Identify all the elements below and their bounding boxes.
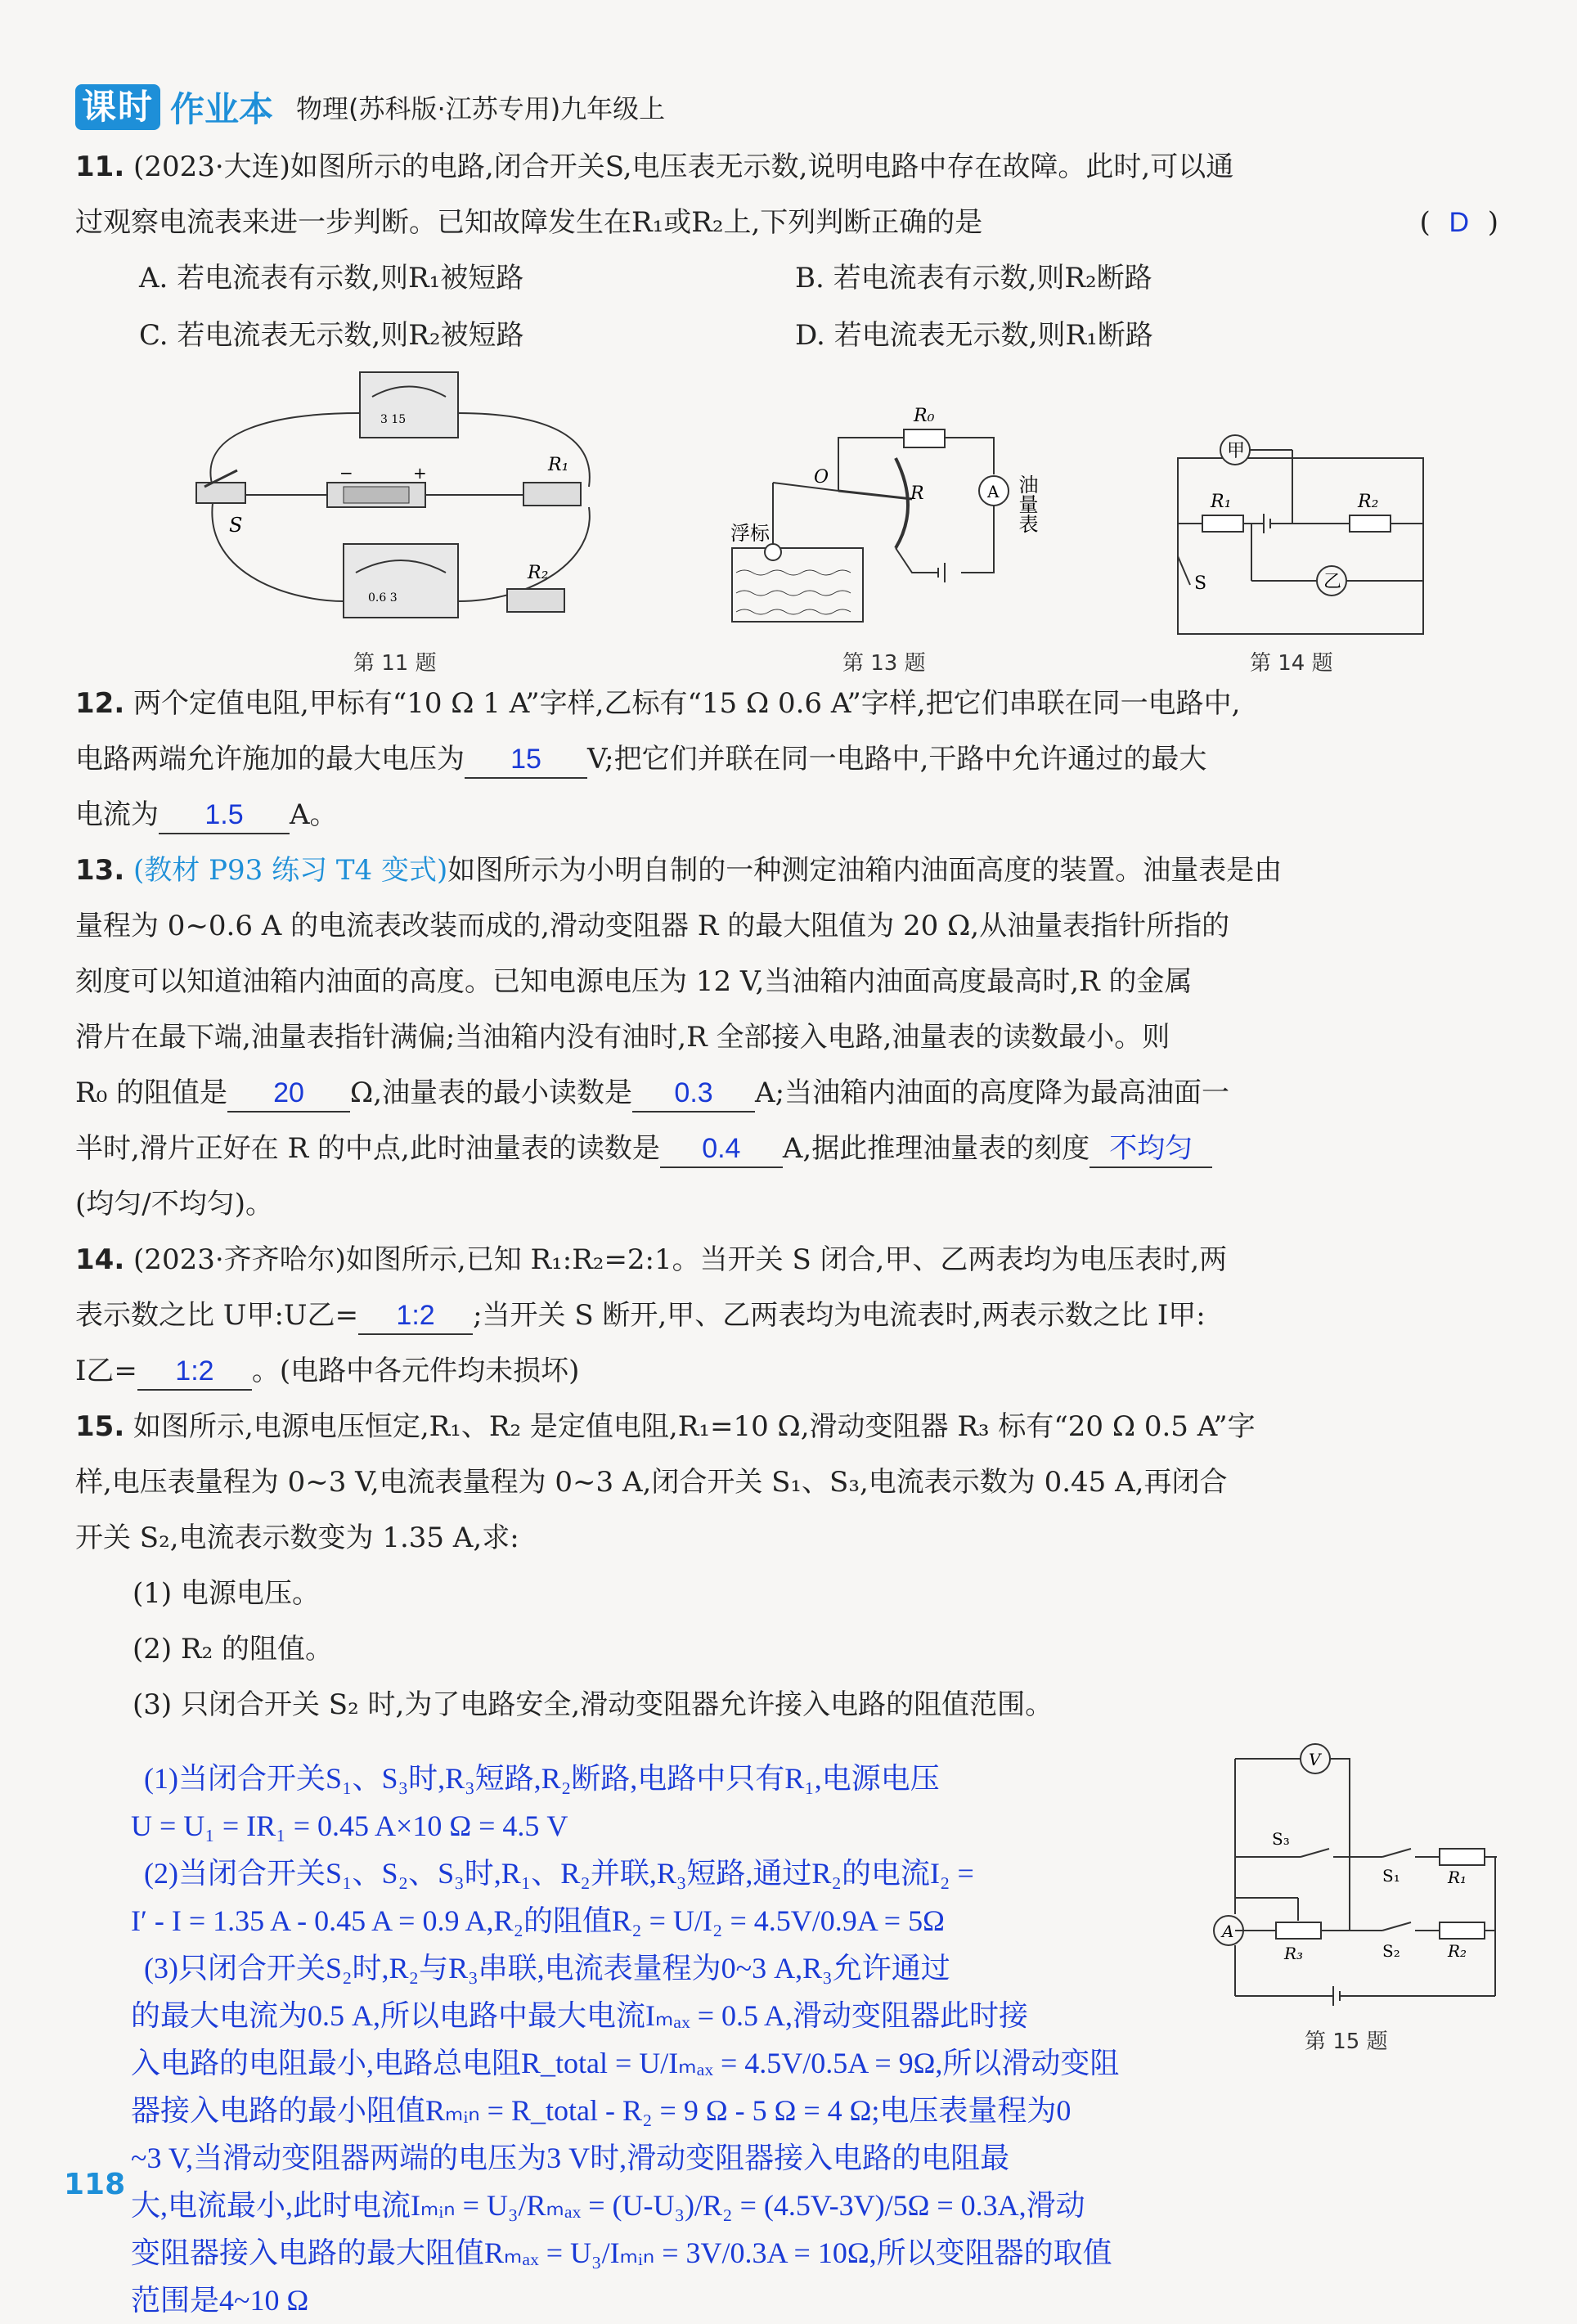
caption-fig15: 第 15 题 xyxy=(1305,2030,1388,2054)
solution-line: I′ - I = 1.35 A - 0.45 A = 0.9 A,R₂的阻值R₂ = U/I₂ = 4.5V/0.9A = 5Ω xyxy=(131,1904,945,1937)
caption-fig13: 第 13 题 xyxy=(842,651,926,676)
question-11 xyxy=(75,139,1498,250)
solution-line: (3)只闭合开关S₂时,R₂与R₃串联,电流表量程为0~3 A,R₃允许通过 xyxy=(144,1952,950,1985)
question-number: 15. xyxy=(75,1410,125,1443)
solution-block xyxy=(131,1755,1153,2324)
answer-bracket: ( D ) xyxy=(1419,195,1498,250)
answer-blank: 20 xyxy=(227,1075,350,1113)
answer-blank: 0.4 xyxy=(660,1131,783,1168)
ammeter xyxy=(344,544,458,618)
solution-line: 变阻器接入电路的最大阻值Rₘₐₓ = U₃/Iₘᵢₙ = 3V/0.3A = 10Ω,所以变阻器的取值 xyxy=(131,2236,1112,2269)
question-text: 过观察电流表来进一步判断。已知故障发生在R₁或R₂上,下列判断正确的是 xyxy=(75,206,983,239)
book-subtitle: 物理(苏科版·江苏专用)九年级上 xyxy=(296,93,666,124)
label-r1: R₁ xyxy=(548,455,569,475)
caption-fig11: 第 11 题 xyxy=(353,651,437,676)
label-v: V xyxy=(1309,1750,1321,1769)
label-r: R xyxy=(910,483,924,504)
label-r0: R₀ xyxy=(914,406,935,426)
question-15 xyxy=(75,1399,1498,1733)
caption-fig14: 第 14 题 xyxy=(1250,651,1333,676)
figure-14 xyxy=(1161,425,1431,642)
voltmeter-scale: 3 15 xyxy=(380,413,407,426)
question-text: 如图所示为小明自制的一种测定油箱内油面高度的装置。油量表是由 xyxy=(447,854,1283,887)
logo xyxy=(75,83,273,132)
question-text: 。(电路中各元件均未损坏) xyxy=(251,1355,580,1387)
question-number: 14. xyxy=(75,1243,125,1276)
question-text: V;把它们并联在同一电路中,干路中允许通过的最大 xyxy=(587,743,1207,775)
svg-text:+: + xyxy=(413,463,427,483)
solution-line: 入电路的电阻最小,电路总电阻R_total = U/Iₘₐₓ = 4.5V/0.5A = 9Ω,所以滑动变阻 xyxy=(131,2047,1120,2079)
voltmeter xyxy=(360,372,458,438)
solution-line: 范围是4~10 Ω xyxy=(131,2284,309,2317)
question-14 xyxy=(75,1232,1498,1399)
label-s1: S₁ xyxy=(1382,1866,1400,1886)
label-float: 浮标 xyxy=(730,522,770,545)
solution-line: (1)当闭合开关S₁、S₃时,R₃短路,R₂断路,电路中只有R₁,电源电压 xyxy=(144,1762,940,1795)
sub-question: (2) R₂ 的阻值。 xyxy=(133,1633,334,1665)
question-text: ;当开关 S 断开,甲、乙两表均为电流表时,两表示数之比 I甲: xyxy=(473,1299,1206,1332)
question-text: I乙= xyxy=(75,1355,137,1387)
option-c: C. 若电流表无示数,则R₂被短路 xyxy=(139,319,524,352)
answer-blank: 0.3 xyxy=(632,1075,755,1113)
question-text: 电路两端允许施加的最大电压为 xyxy=(75,743,465,775)
page-number: 118 xyxy=(64,2168,126,2201)
question-text: 如图所示,电源电压恒定,R₁、R₂ 是定值电阻,R₁=10 Ω,滑动变阻器 R₃ 标有“20 Ω 0.5 A”字 xyxy=(133,1410,1256,1443)
question-text: 电流为 xyxy=(75,798,159,831)
label-jia: 甲 xyxy=(1227,441,1246,461)
label-yi: 乙 xyxy=(1323,572,1342,592)
answer-blank: 1:2 xyxy=(358,1297,473,1335)
question-text: Ω,油量表的最小读数是 xyxy=(350,1077,633,1109)
option-d: D. 若电流表无示数,则R₁断路 xyxy=(795,319,1153,352)
answer-blank: 1.5 xyxy=(159,797,290,834)
label-r2: R₂ xyxy=(1358,492,1379,512)
sub-question: (3) 只闭合开关 S₂ 时,为了电路安全,滑动变阻器允许接入电路的阻值范围。 xyxy=(133,1688,1054,1721)
option-a: A. 若电流表有示数,则R₁被短路 xyxy=(139,262,524,294)
question-text: 刻度可以知道油箱内油面的高度。已知电源电压为 12 V,当油箱内油面高度最高时,R 的金属 xyxy=(75,965,1193,998)
solution-line: 器接入电路的最小阻值Rₘᵢₙ = R_total - R₂ = 9 Ω - 5 Ω = 4 Ω;电压表量程为0 xyxy=(131,2094,1072,2127)
resistor-r1 xyxy=(523,455,581,506)
answer-blank: 1:2 xyxy=(137,1353,252,1391)
logo-title: 作业本 xyxy=(170,89,274,129)
solution-line: (2)当闭合开关S₁、S₂、S₃时,R₁、R₂并联,R₃短路,通过R₂的电流I₂ = xyxy=(144,1857,974,1890)
logo-badge: 课时 xyxy=(75,84,160,130)
question-12 xyxy=(75,676,1498,843)
question-text: (2023·大连)如图所示的电路,闭合开关S,电压表无示数,说明电路中存在故障。此时,可以通 xyxy=(133,151,1234,183)
question-text: 表示数之比 U甲:U乙= xyxy=(75,1299,359,1332)
svg-text:−: − xyxy=(339,463,353,483)
question-source: (教材 P93 练习 T4 变式) xyxy=(133,854,448,887)
battery xyxy=(327,463,427,507)
solution-line: 的最大电流为0.5 A,所以电路中最大电流Iₘₐₓ = 0.5 A,滑动变阻器此时接 xyxy=(131,1999,1029,2032)
question-number: 12. xyxy=(75,687,125,720)
label-s2: S₂ xyxy=(1382,1941,1400,1961)
question-text: 滑片在最下端,油量表指针满偏;当油箱内没有油时,R 全部接入电路,油量表的读数最小。则 xyxy=(75,1021,1170,1054)
question-text: 半时,滑片正好在 R 的中点,此时油量表的读数是 xyxy=(75,1132,660,1165)
question-13 xyxy=(75,843,1498,1232)
question-text: (2023·齐齐哈尔)如图所示,已知 R₁:R₂=2:1。当开关 S 闭合,甲、乙两表均为电压表时,两 xyxy=(133,1243,1228,1276)
figure-15 xyxy=(1202,1734,1497,2021)
question-number: 11. xyxy=(75,151,125,183)
ammeter-scale: 0.6 3 xyxy=(368,591,398,605)
label-r2: R₂ xyxy=(528,563,549,583)
label-a: A xyxy=(987,482,1000,501)
question-text: A,据此推理油量表的刻度 xyxy=(782,1132,1090,1165)
question-text: A。 xyxy=(290,798,338,831)
label-s3: S₃ xyxy=(1272,1829,1290,1849)
sub-question: (1) 电源电压。 xyxy=(133,1577,320,1610)
question-number: 13. xyxy=(75,854,125,887)
solution-line: 大,电流最小,此时电流Iₘᵢₙ = U₃/Rₘₐₓ = (U-U₃)/R₂ = (4.5V-3V)/5Ω = 0.3A,滑动 xyxy=(131,2189,1085,2222)
label-a: A xyxy=(1222,1922,1234,1941)
label-r1: R₁ xyxy=(1211,492,1232,512)
question-text: 样,电压表量程为 0~3 V,电流表量程为 0~3 A,闭合开关 S₁、S₃,电流表示数为 0.45 A,再闭合 xyxy=(75,1466,1228,1499)
question-text: 开关 S₂,电流表示数变为 1.35 A,求: xyxy=(75,1522,519,1554)
question-text: (均匀/不均匀)。 xyxy=(75,1188,273,1220)
answer-blank: 不均匀 xyxy=(1090,1131,1212,1168)
solution-line: ~3 V,当滑动变阻器两端的电压为3 V时,滑动变阻器接入电路的电阻最 xyxy=(131,2142,1010,2174)
label-r3: R₃ xyxy=(1284,1944,1304,1963)
label-s: S xyxy=(1194,573,1207,594)
option-b: B. 若电流表有示数,则R₂断路 xyxy=(795,262,1152,294)
solution-line: U = U₁ = IR₁ = 0.45 A×10 Ω = 4.5 V xyxy=(131,1809,568,1842)
label-s: S xyxy=(229,514,243,537)
figure-13 xyxy=(724,384,1067,638)
switch-s xyxy=(196,470,245,537)
label-oil-meter: 油量表 xyxy=(1015,474,1038,533)
header xyxy=(75,82,665,133)
figure-11 xyxy=(180,364,605,642)
label-r2: R₂ xyxy=(1448,1941,1467,1961)
question-text: R₀ 的阻值是 xyxy=(75,1077,228,1109)
question-text: 两个定值电阻,甲标有“10 Ω 1 A”字样,乙标有“15 Ω 0.6 A”字样,把它们串联在同一电路中, xyxy=(133,687,1241,720)
choice-answer: D xyxy=(1449,207,1470,238)
label-r1: R₁ xyxy=(1448,1868,1467,1887)
resistor-r2 xyxy=(507,563,564,612)
label-o: O xyxy=(814,467,829,488)
question-text: A;当油箱内油面的高度降为最高油面一 xyxy=(755,1077,1230,1109)
question-text: 量程为 0~0.6 A 的电流表改装而成的,滑动变阻器 R 的最大阻值为 20 Ω,从油量表指针所指的 xyxy=(75,910,1230,942)
answer-blank: 15 xyxy=(465,741,587,779)
